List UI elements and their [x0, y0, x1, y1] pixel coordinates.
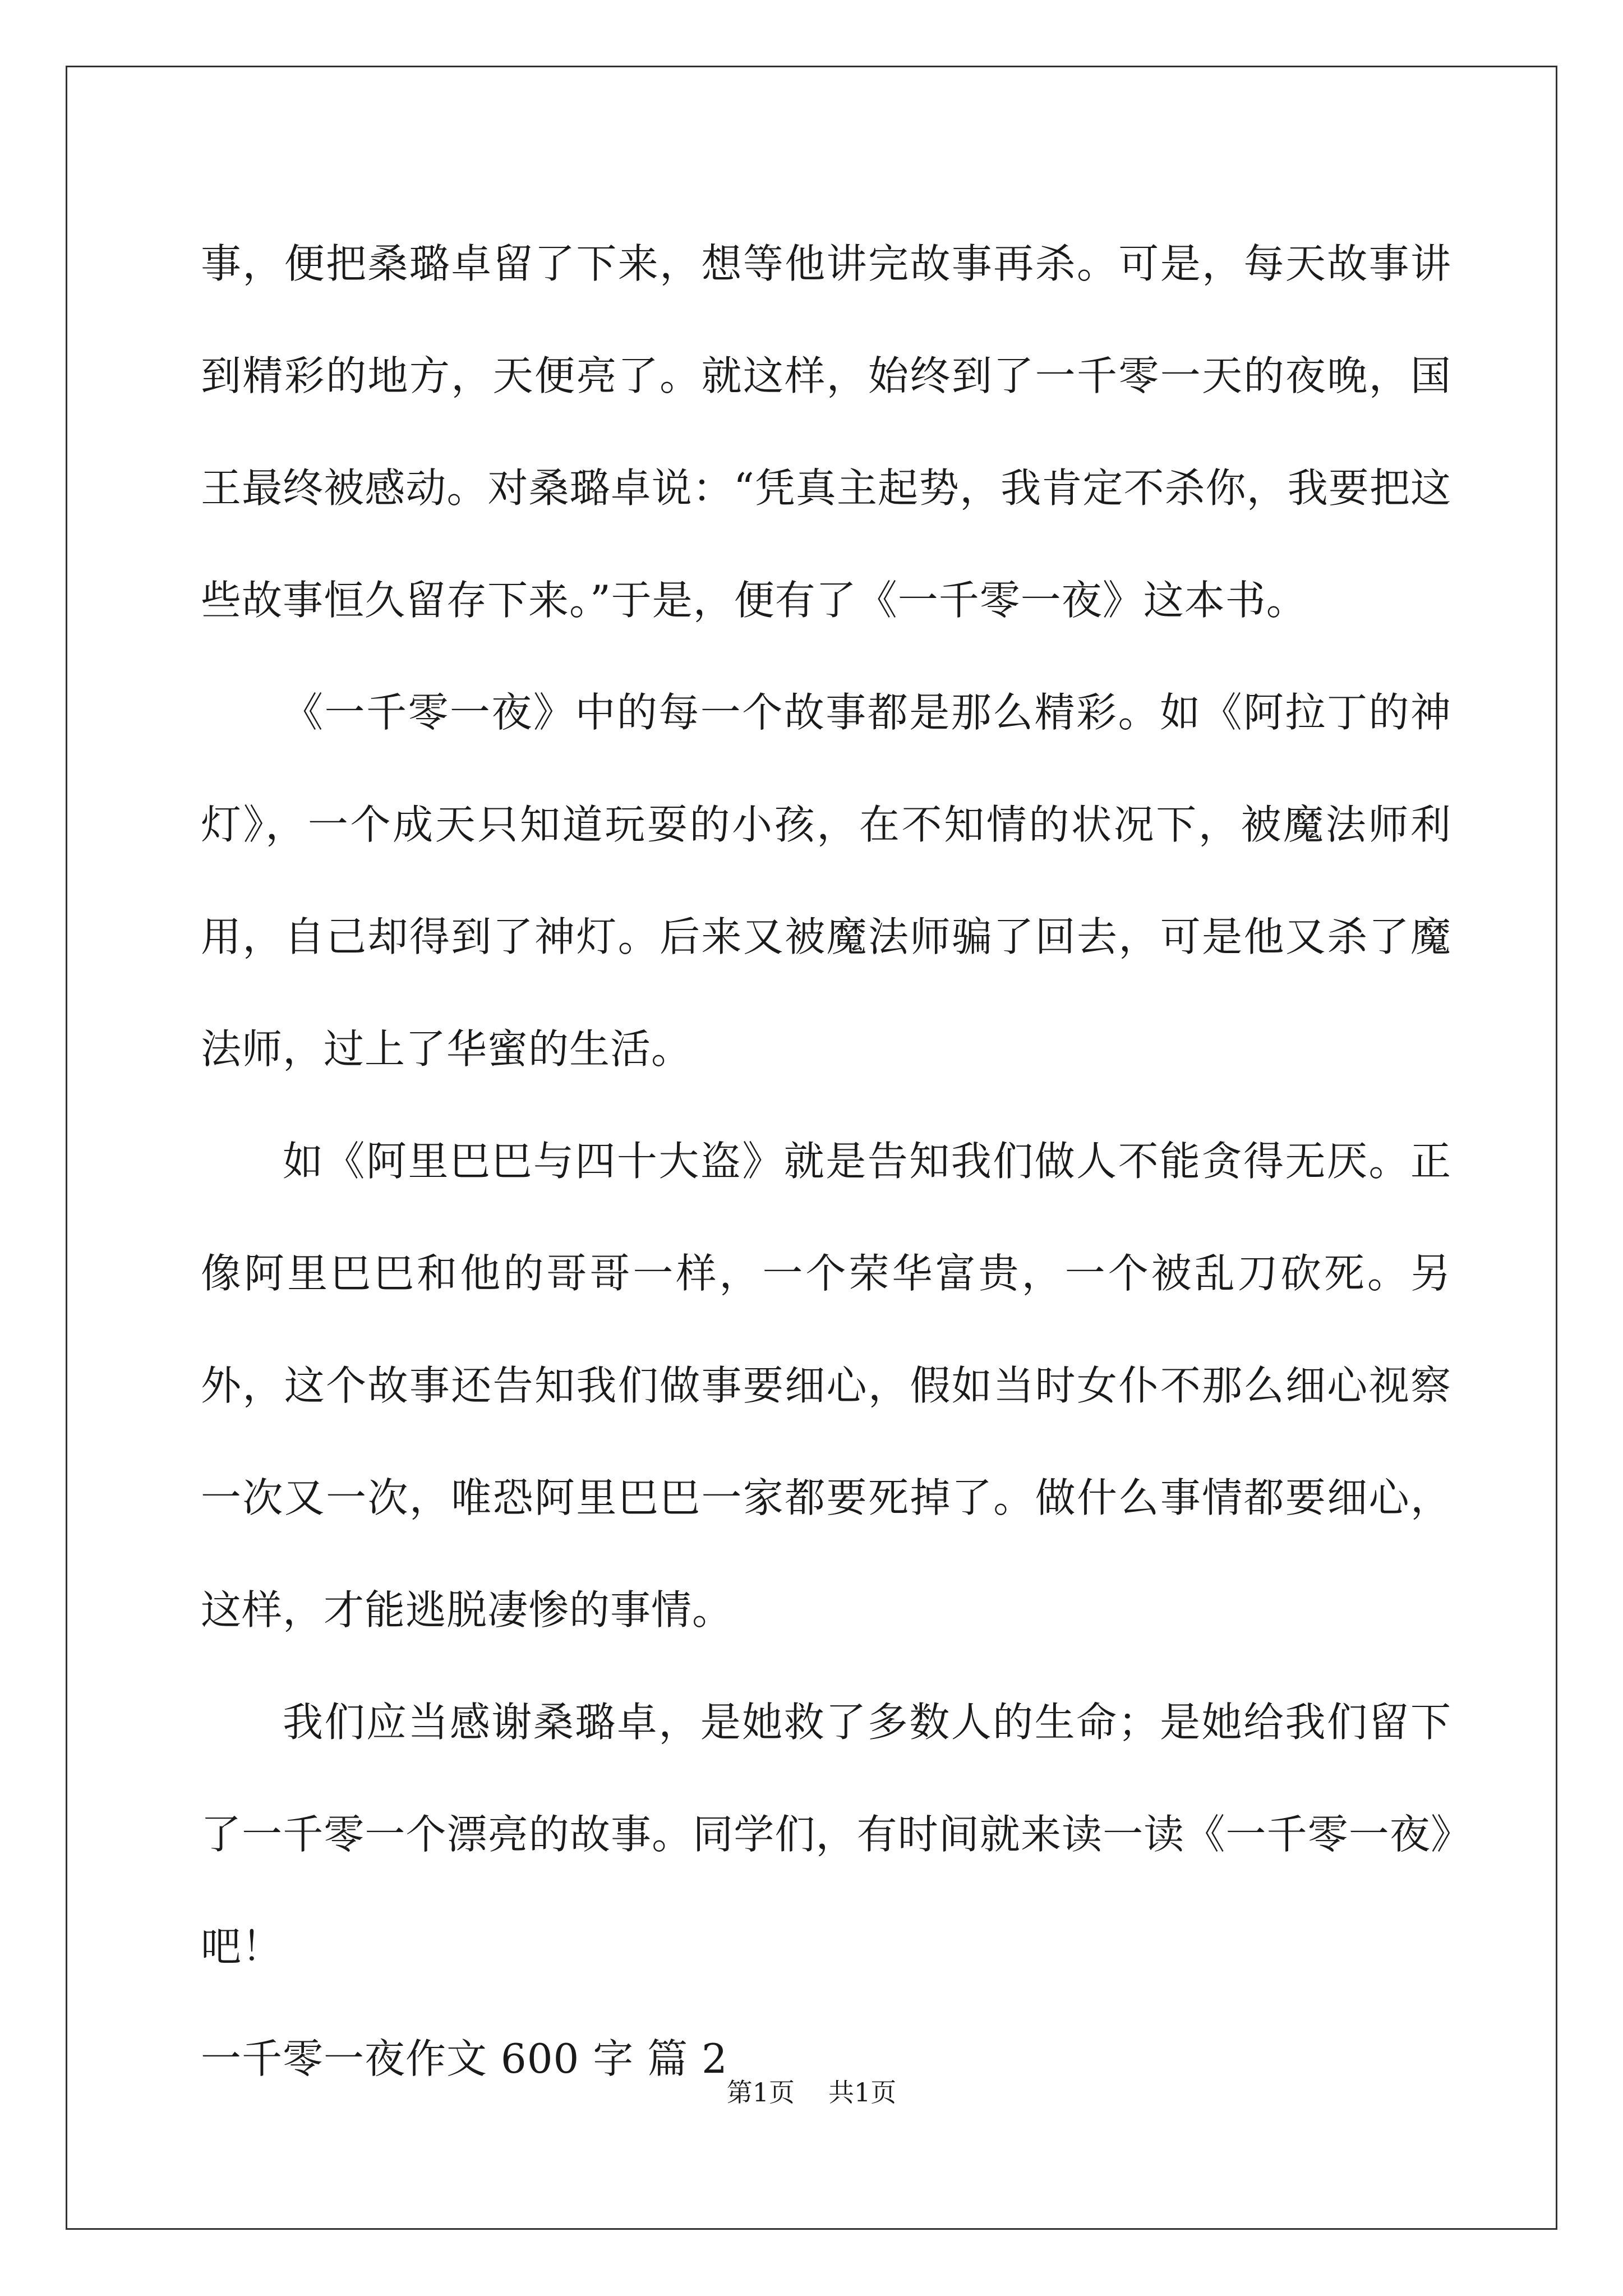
document-body: [201, 208, 1451, 2115]
paragraph-1: 事，便把桑璐卓留了下来，想等他讲完故事再杀。可是，每天故事讲到精彩的地方，天便亮了。就这样，始终到了一千零一天的夜晚，国王最终被感动。对桑璐卓说：“凭真主起势，我肯定不杀你，我要把这些故事恒久留存下来。”于是，便有了《一千零一夜》这本书。: [201, 240, 1451, 624]
paragraph-4: 我们应当感谢桑璐卓，是她救了多数人的生命；是她给我们留下了一千零一个漂亮的故事。同学们，有时间就来读一读《一千零一夜》吧！: [201, 1699, 1451, 1970]
paragraph-3: 如《阿里巴巴与四十大盗》就是告知我们做人不能贪得无厌。正像阿里巴巴和他的哥哥一样，一个荣华富贵，一个被乱刀砍死。另外，这个故事还告知我们做事要细心，假如当时女仆不那么细心视察一次又一次，唯恐阿里巴巴一家都要死掉了。做什么事情都要细心，这样，才能逃脱凄惨的事情。: [201, 1138, 1451, 1634]
page-total: 共1页: [828, 2077, 897, 2108]
page-footer: [0, 2076, 1623, 2109]
page-number: 第1页: [726, 2077, 795, 2108]
paragraph-2: 《一千零一夜》中的每一个故事都是那么精彩。如《阿拉丁的神灯》，一个成天只知道玩耍的小孩，在不知情的状况下，被魔法师利用，自己却得到了神灯。后来又被魔法师骗了回去，可是他又杀了魔法师，过上了华蜜的生活。: [201, 689, 1451, 1073]
section-heading: 一千零一夜作文 600 字 篇 2: [201, 2035, 728, 2082]
